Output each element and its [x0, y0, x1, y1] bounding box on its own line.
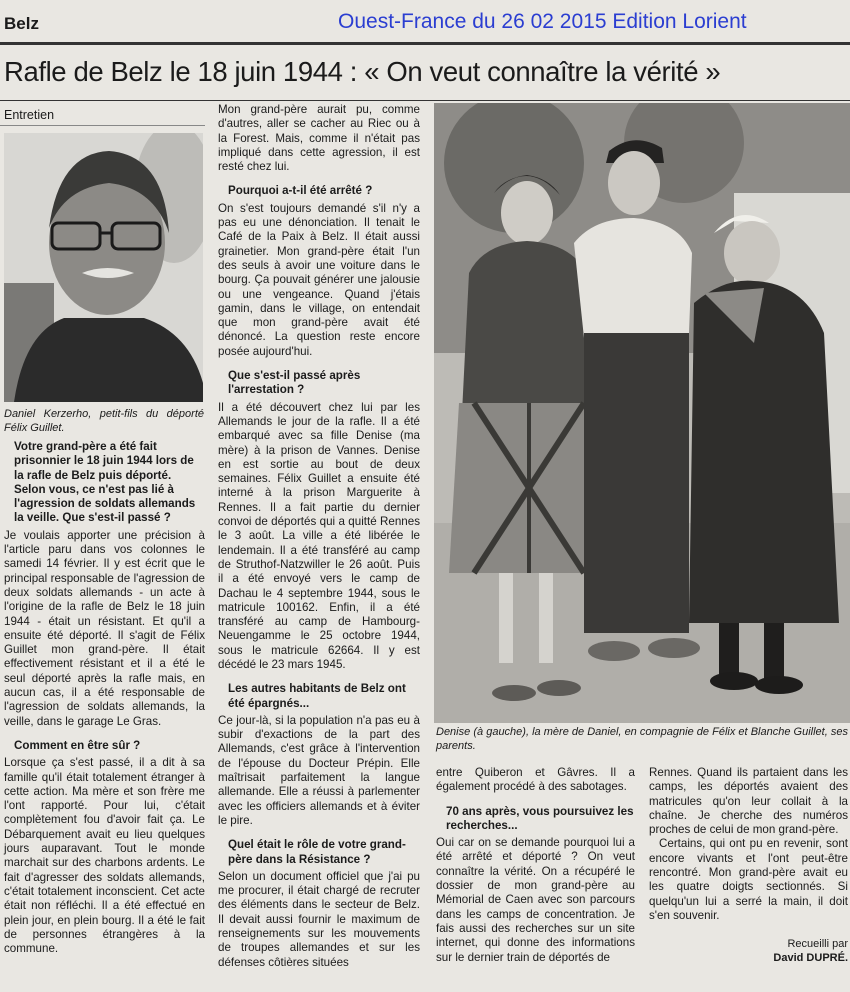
col4-paragraph-0: Rennes. Quand ils partaient dans les camps, les déportés avaient des matricules qu'on leur collait à la chaîne. Je cherche des numéros proches de celui de mon grand-père.: [649, 766, 848, 837]
portrait-photo: [4, 133, 203, 402]
family-photo: [434, 103, 850, 723]
credit-label: Recueilli par: [787, 938, 848, 951]
col2-paragraph-1: On s'est toujours demandé s'il n'y a pas eu une dénonciation. Il tenait le Café de la Paix à Belz. Il était aussi grainetier. Mon grand-père était l'un des seuls à avoir une voiture dans le bourg. Ça pouvait générer une jalousie ou une vengeance. Quand j'étais gamin, dans le village, on entendait que mon grand-père avait été dénoncé. La question reste encore posée aujourd'hui.: [218, 201, 420, 358]
headline: Rafle de Belz le 18 juin 1944 : « On veut connaître la vérité »: [4, 56, 721, 87]
column-1: [4, 440, 205, 956]
headline-rule: [0, 100, 850, 101]
article-tag: Entretien: [4, 108, 55, 122]
col3-question-1: 70 ans après, vous poursuivez les recherches...: [446, 804, 634, 832]
col1-paragraph-2: Lorsque ça s'est passé, il a dit à sa famille qu'il était totalement étranger à cette action. Ma mère et son frère me l'ont rapporté. Pour lui, c'était complètement fou d'avoir fait ça. Le Débarquement avait eu lieu quelques jours auparavant. Tout le monde marchait sur des charbons ardents. Le fait d'agresser des soldats allemands, c'était totalement inconscient. Cet acte était non réfléchi. Il a été effectué en plein jour, en plein bourg. Il a été le fait de personnes étrangères à la commune.: [4, 756, 205, 956]
col2-paragraph-3: Ce jour-là, si la population n'a pas eu à subir d'exactions de la part des Allemands, c'est grâce à l'intervention de l'épouse du Docteur Prépin. Elle maîtrisait parfaitement la langue allemande. Elle a réussi à parlementer avec les officiers allemands et à éviter le pire.: [218, 713, 420, 827]
col3-paragraph-0: entre Quiberon et Gâvres. Il a également procédé à des sabotages.: [436, 766, 635, 794]
col2-question-3: Les autres habitants de Belz ont été épargnés...: [228, 682, 406, 710]
column-3: [436, 766, 635, 965]
col2-paragraph-0: Mon grand-père aurait pu, comme d'autres, aller se cacher au Riec ou à la Forest. Mais, comme il n'était pas impliqué dans cette agression, il est resté chez lui.: [218, 103, 420, 174]
col1-paragraph-1: Je voulais apporter une précision à l'article paru dans vos colonnes le samedi 14 février. Il y est écrit que le principal responsable de l'agression de deux soldats allemands - un acte à l'origine de la rafle de Belz le 18 juin 1944 - était un résistant. Et qu'il a ensuite été déporté. Il s'agit de Félix Guillet mon grand-père. Il était effectivement résistant et il a été le seul déporté après la rafle mais, en aucun cas, il a été responsable de l'agression de soldats allemands, la veille, dans le garage Le Gras.: [4, 528, 205, 728]
col2-paragraph-2: Il a été découvert chez lui par les Allemands le jour de la rafle. Il a été embarqué avec sa fille Denise (ma mère) à la prison de Vannes. Denise en est sortie au bout de deux semaines. Félix Guillet a ensuite été interné à la prison Marguerite à Rennes. Il a fait partie du dernier convoi de déportés qui a quitté Rennes le 3 août. La ville a été libérée le lendemain. Il a été transféré au camp de Struthof-Natzwiller le 26 août. Puis il a été envoyé vers le camp de Dachau le 4 septembre 1944, sous le matricule 100162. Enfin, il a été transféré au camp de Hambourg-Neuengamme le 25 octobre 1944, sous le matricule 62664. Il y est décédé le 23 mars 1945.: [218, 400, 420, 671]
col2-question-1: Pourquoi a-t-il été arrêté ?: [228, 184, 373, 198]
portrait-image: [4, 133, 203, 402]
col1-question-2: Comment en être sûr ?: [14, 738, 141, 752]
col3-paragraph-1: Oui car on se demande pourquoi lui a été arrêté et déporté ? On veut connaître la vérité. On a récupéré le dossier de mon grand-père au Mémorial de Caen avec son parcours dans les camps de concentration. Je fais aussi des recherches sur un site internet, qui donne des informations sur le dernier train de déportés de: [436, 836, 635, 964]
portrait-caption: Daniel Kerzerho, petit-fils du déporté Félix Guillet.: [4, 408, 204, 434]
source-line: Ouest-France du 26 02 2015 Edition Lorient: [338, 10, 747, 33]
col2-question-4: Quel était le rôle de votre grand-père dans la Résistance ?: [228, 838, 406, 866]
credit: [649, 937, 848, 965]
credit-name: David DUPRÉ.: [773, 952, 848, 965]
col2-question-2: Que s'est-il passé après l'arrestation ?: [228, 369, 361, 397]
tag-rule: [0, 125, 205, 126]
col4-paragraph-1: Certains, qui ont pu en revenir, sont encore vivants et l'ont peut-être rencontré. Mon grand-père avait eu les quatre doigts sectionnés. Si quelqu'un lui a serré la main, il doit s'en souvenir.: [649, 837, 848, 922]
section-label: Belz: [4, 14, 39, 33]
top-rule: [0, 42, 850, 45]
intro-question: Votre grand-père a été fait prisonnier le 18 juin 1944 lors de la rafle de Belz puis déporté. Selon vous, ce n'est pas lié à l'agression de soldats allemands la veille. Que s'est-il passé ?: [14, 440, 196, 525]
column-4: [649, 766, 848, 965]
family-photo-image: [434, 103, 850, 723]
family-photo-caption: Denise (à gauche), la mère de Daniel, en compagnie de Félix et Blanche Guillet, ses parents.: [436, 726, 848, 752]
column-2: [218, 103, 420, 970]
col2-paragraph-4: Selon un document officiel que j'ai pu me procurer, il était chargé de recruter des éléments dans le secteur de Belz. Il devait aussi fournir le maximum de renseignements sur les mouvements de troupes allemandes et sur les défenses côtières situées: [218, 869, 420, 969]
